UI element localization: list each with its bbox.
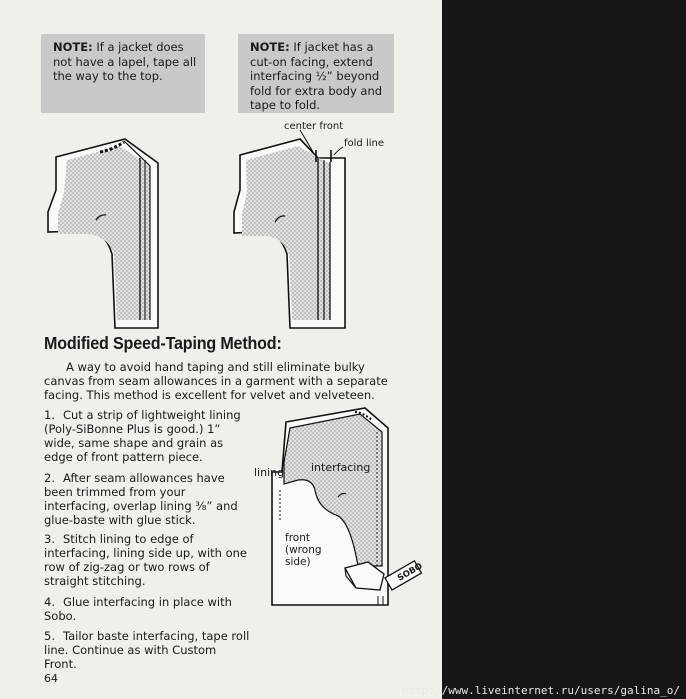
front-wrong-side-label: front (wrong side)	[285, 532, 322, 568]
note-text: If jacket has a cut-on facing, extend interfacing ½” beyond fold for extra body and tape to fold.	[250, 40, 383, 112]
step-number: 1.	[44, 408, 55, 422]
step-text: Stitch lining to edge of interfacing, lining side up, with one row of zig-zag or two rows of straight stitching.	[44, 532, 247, 588]
dark-background	[442, 0, 686, 699]
page-number: 64	[44, 672, 58, 685]
section-heading: Modified Speed-Taping Method:	[44, 333, 282, 353]
step-text: After seam allowances have been trimmed from your interfacing, overlap lining ⅜” and glue-baste with glue stick.	[44, 471, 238, 527]
step-number: 2.	[44, 471, 55, 485]
sobo-bottle-label: SOBO	[396, 561, 425, 584]
note-text: If a jacket does not have a lapel, tape all the way to the top.	[53, 40, 197, 83]
intro-paragraph: A way to avoid hand taping and still eliminate bulky canvas from seam allowances in a garment with a separate facing. This method is excellent for velvet and velveteen.	[44, 360, 388, 402]
center-front-label: center front	[284, 121, 344, 132]
fold-line-label: fold line	[344, 138, 384, 149]
step-number: 3.	[44, 532, 55, 546]
step-text: Glue interfacing in place with Sobo.	[44, 595, 232, 623]
watermark-url: http://www.liveinternet.ru/users/galina_o/	[401, 684, 680, 697]
step-number: 4.	[44, 595, 55, 609]
lining-label: lining	[254, 466, 285, 479]
interfacing-label: interfacing	[311, 461, 371, 474]
step-text: Cut a strip of lightweight lining (Poly-SiBonne Plus is good.) 1” wide, same shape and grain as edge of front pattern piece.	[44, 408, 241, 464]
step-number: 5.	[44, 629, 55, 643]
note-label: NOTE:	[250, 40, 290, 54]
note-label: NOTE:	[53, 40, 93, 54]
step-text: Tailor baste interfacing, tape roll line. Continue as with Custom Front.	[44, 629, 250, 671]
